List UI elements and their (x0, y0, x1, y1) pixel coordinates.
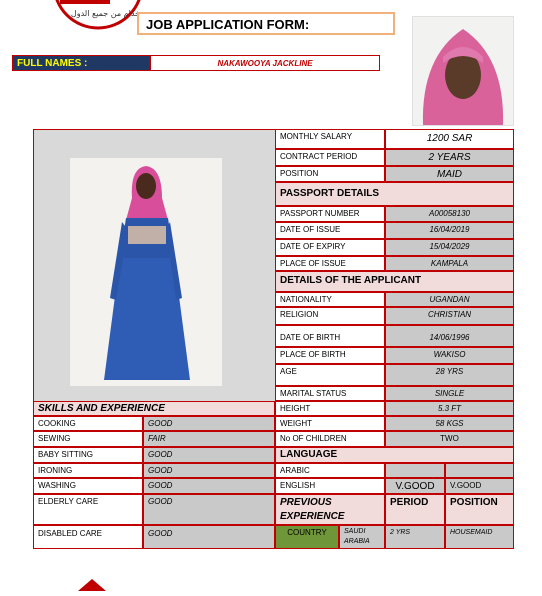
country-label: COUNTRY (275, 525, 339, 549)
monthly-salary-label: MONTHLY SALARY (275, 129, 385, 149)
english-label: ENGLISH (275, 478, 385, 494)
place-of-birth-label: PLACE OF BIRTH (275, 347, 385, 364)
nationality-value: UGANDAN (385, 292, 514, 307)
children-value: TWO (385, 431, 514, 447)
period-heading: PERIOD (385, 494, 445, 525)
previous-experience-heading-line1: PREVIOUS (280, 497, 332, 508)
date-of-expiry-value: 15/04/2029 (385, 239, 514, 256)
date-of-birth-value: 14/06/1996 (385, 325, 514, 347)
full-body-photo (70, 158, 222, 386)
religion-value: CHRISTIAN (385, 307, 514, 325)
marital-status-label: MARITAL STATUS (275, 386, 385, 401)
skill-label: SEWING (33, 431, 143, 447)
religion-label: RELIGION (275, 307, 385, 325)
monthly-salary-value: 1200 SAR (385, 129, 514, 149)
weight-value: 58 KGS (385, 416, 514, 431)
agency-logo (40, 0, 152, 30)
nationality-label: NATIONALITY (275, 292, 385, 307)
country-value-line1: SAUDI (344, 528, 366, 535)
country-value (339, 525, 385, 549)
age-label: AGE (275, 364, 385, 386)
skill-value: GOOD (143, 463, 275, 478)
position-label: POSITION (275, 166, 385, 182)
weight-label: WEIGHT (275, 416, 385, 431)
applicant-details-heading: DETAILS OF THE APPLICANT (275, 271, 514, 292)
skill-value: GOOD (143, 478, 275, 494)
arabic-read-value (385, 463, 445, 478)
skill-value: GOOD (143, 416, 275, 431)
english-read-value: V.GOOD (385, 478, 445, 494)
contract-period-value: 2 YEARS (385, 149, 514, 166)
position-value: MAID (385, 166, 514, 182)
date-of-expiry-label: DATE OF EXPIRY (275, 239, 385, 256)
skill-value: FAIR (143, 431, 275, 447)
date-of-issue-label: DATE OF ISSUE (275, 222, 385, 239)
svg-text:خدام من جميع الدول: خدام من جميع الدول (70, 9, 140, 18)
contract-period-label: CONTRACT PERIOD (275, 149, 385, 166)
previous-experience-heading-line2: EXPERIENCE (280, 511, 345, 522)
skill-label: DISABLED CARE (33, 525, 143, 549)
skill-label: IRONING (33, 463, 143, 478)
experience-period-value: 2 YRS (385, 525, 445, 549)
height-value: 5.3 FT (385, 401, 514, 416)
date-of-birth-label: DATE OF BIRTH (275, 325, 385, 347)
arabic-write-value (445, 463, 514, 478)
skill-label: ELDERLY CARE (33, 494, 143, 525)
country-value-line2: ARABIA (344, 538, 370, 545)
arabic-label: ARABIC (275, 463, 385, 478)
portrait-photo (412, 16, 514, 126)
full-names-value: NAKAWOOYA JACKLINE (150, 55, 380, 71)
skill-value: GOOD (143, 447, 275, 463)
place-of-issue-value: KAMPALA (385, 256, 514, 271)
place-of-issue-label: PLACE OF ISSUE (275, 256, 385, 271)
skill-label: COOKING (33, 416, 143, 431)
full-names-label: FULL NAMES : (12, 55, 150, 71)
passport-number-label: PASSPORT NUMBER (275, 206, 385, 222)
skill-label: BABY SITTING (33, 447, 143, 463)
passport-details-heading: PASSPORT DETAILS (275, 182, 514, 206)
previous-experience-heading (275, 494, 385, 525)
place-of-birth-value: WAKISO (385, 347, 514, 364)
skill-label: WASHING (33, 478, 143, 494)
skills-heading: SKILLS AND EXPERIENCE (33, 401, 275, 416)
position-heading: POSITION (445, 494, 514, 525)
stamp-fragment (78, 578, 106, 590)
language-heading: LANGUAGE (275, 447, 514, 463)
experience-position-value: HOUSEMAID (445, 525, 514, 549)
height-label: HEIGHT (275, 401, 385, 416)
english-write-value: V.GOOD (445, 478, 514, 494)
marital-status-value: SINGLE (385, 386, 514, 401)
children-label: No OF CHILDREN (275, 431, 385, 447)
skill-value: GOOD (143, 525, 275, 549)
age-value: 28 YRS (385, 364, 514, 386)
skill-value: GOOD (143, 494, 275, 525)
date-of-issue-value: 16/04/2019 (385, 222, 514, 239)
form-title: JOB APPLICATION FORM: (137, 12, 395, 35)
passport-number-value: A00058130 (385, 206, 514, 222)
